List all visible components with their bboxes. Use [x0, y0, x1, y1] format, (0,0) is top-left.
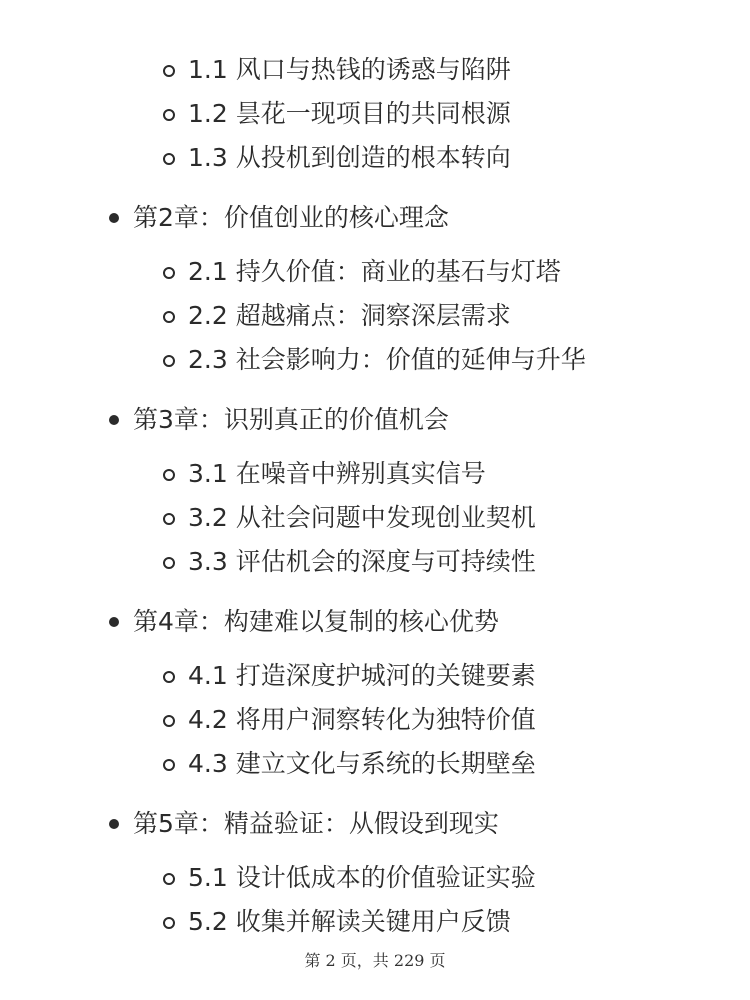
chapter-title: 第4章：构建难以复制的核心优势 — [133, 607, 499, 636]
section-title: 3.3 评估机会的深度与可持续性 — [188, 547, 536, 576]
toc-section[interactable] — [0, 252, 750, 296]
toc-section[interactable] — [0, 138, 750, 182]
chapter-title: 第3章：识别真正的价值机会 — [133, 405, 449, 434]
toc-chapter-heading[interactable] — [0, 802, 750, 846]
toc-section[interactable] — [0, 656, 750, 700]
toc-section[interactable] — [0, 454, 750, 498]
toc-chapter-heading[interactable] — [0, 600, 750, 644]
chapter-title: 第2章：价值创业的核心理念 — [133, 203, 449, 232]
toc-section[interactable] — [0, 542, 750, 586]
section-title: 2.2 超越痛点：洞察深层需求 — [188, 301, 511, 330]
toc-section[interactable] — [0, 94, 750, 138]
filled-bullet-icon — [109, 213, 119, 223]
hollow-bullet-icon — [163, 715, 175, 727]
filled-bullet-icon — [109, 415, 119, 425]
hollow-bullet-icon — [163, 267, 175, 279]
toc-chapter-heading[interactable] — [0, 398, 750, 442]
section-title: 4.1 打造深度护城河的关键要素 — [188, 661, 536, 690]
hollow-bullet-icon — [163, 469, 175, 481]
hollow-bullet-icon — [163, 513, 175, 525]
filled-bullet-icon — [109, 617, 119, 627]
section-title: 2.3 社会影响力：价值的延伸与升华 — [188, 345, 586, 374]
hollow-bullet-icon — [163, 153, 175, 165]
hollow-bullet-icon — [163, 65, 175, 77]
hollow-bullet-icon — [163, 557, 175, 569]
section-title: 1.3 从投机到创造的根本转向 — [188, 143, 511, 172]
hollow-bullet-icon — [163, 873, 175, 885]
hollow-bullet-icon — [163, 109, 175, 121]
section-title: 3.2 从社会问题中发现创业契机 — [188, 503, 536, 532]
filled-bullet-icon — [109, 819, 119, 829]
toc-section[interactable] — [0, 902, 750, 946]
hollow-bullet-icon — [163, 759, 175, 771]
hollow-bullet-icon — [163, 671, 175, 683]
toc-section[interactable] — [0, 340, 750, 384]
section-title: 1.1 风口与热钱的诱惑与陷阱 — [188, 55, 511, 84]
toc-section[interactable] — [0, 296, 750, 340]
section-title: 4.2 将用户洞察转化为独特价值 — [188, 705, 536, 734]
toc-section[interactable] — [0, 858, 750, 902]
toc-section[interactable] — [0, 700, 750, 744]
toc-chapter-4 — [0, 600, 750, 788]
chapter-1-sections — [0, 50, 750, 182]
toc-section[interactable] — [0, 50, 750, 94]
section-title: 5.1 设计低成本的价值验证实验 — [188, 863, 536, 892]
toc-section[interactable] — [0, 498, 750, 542]
hollow-bullet-icon — [163, 917, 175, 929]
toc-chapter-2 — [0, 196, 750, 384]
toc-chapter-5 — [0, 802, 750, 946]
toc-chapter-heading[interactable] — [0, 196, 750, 240]
page-number-footer: 第 2 页，共 229 页 — [304, 951, 446, 970]
section-title: 4.3 建立文化与系统的长期壁垒 — [188, 749, 536, 778]
section-title: 2.1 持久价值：商业的基石与灯塔 — [188, 257, 561, 286]
hollow-bullet-icon — [163, 355, 175, 367]
hollow-bullet-icon — [163, 311, 175, 323]
section-title: 5.2 收集并解读关键用户反馈 — [188, 907, 511, 936]
section-title: 3.1 在噪音中辨别真实信号 — [188, 459, 486, 488]
table-of-contents — [0, 50, 750, 946]
toc-section[interactable] — [0, 744, 750, 788]
section-title: 1.2 昙花一现项目的共同根源 — [188, 99, 511, 128]
chapter-title: 第5章：精益验证：从假设到现实 — [133, 809, 499, 838]
toc-chapter-3 — [0, 398, 750, 586]
